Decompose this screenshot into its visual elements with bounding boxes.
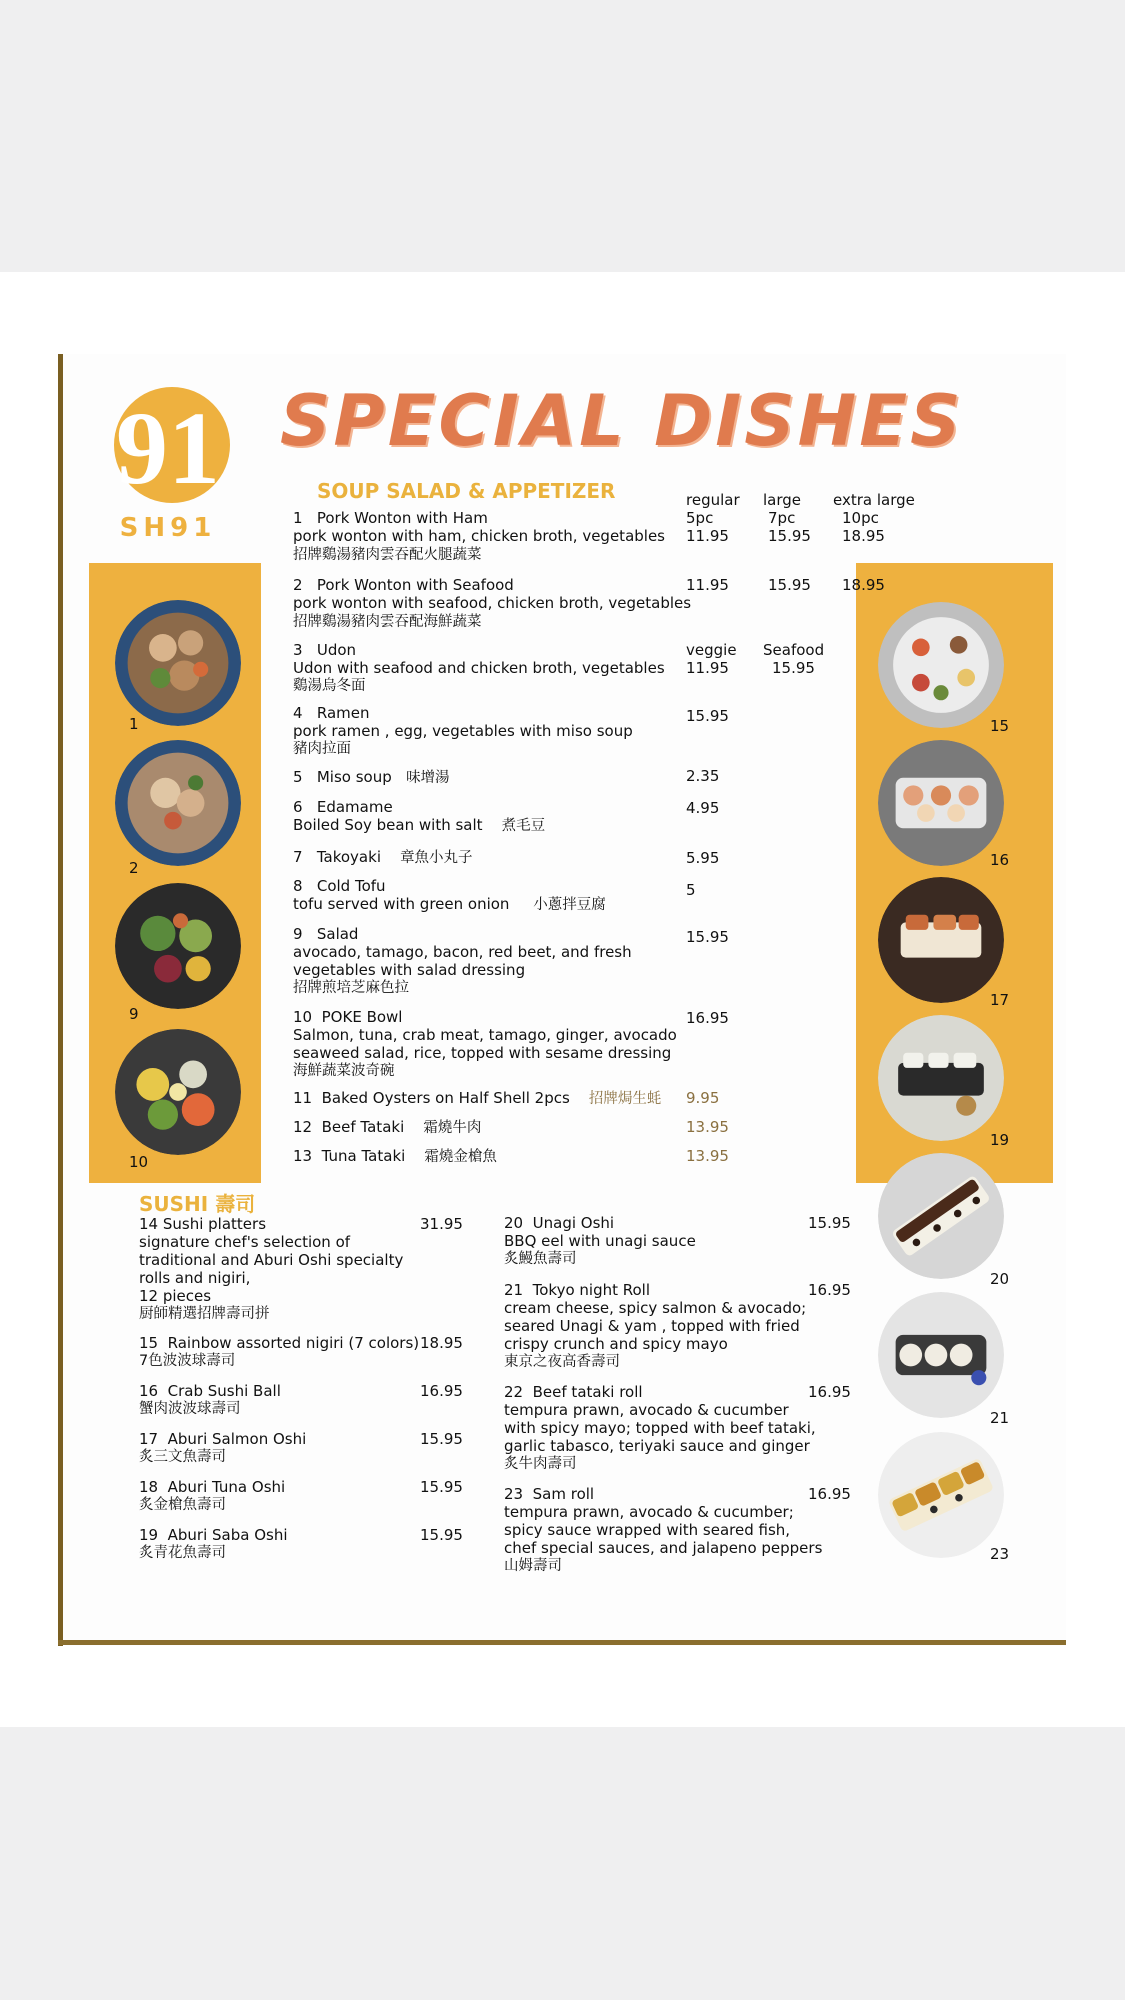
menu-item-2-name: 2 Pork Wonton with Seafood xyxy=(293,576,514,594)
piece-header-7pc: 7pc xyxy=(768,509,796,527)
menu-item-12-price: 13.95 xyxy=(686,1118,729,1136)
menu-item-23-zh: 山姆壽司 xyxy=(504,1558,562,1574)
piece-header-5pc: 5pc xyxy=(686,509,714,527)
menu-item-14-price: 31.95 xyxy=(420,1215,463,1233)
photo-label-2: 2 xyxy=(129,859,139,877)
logo-text: SH91 xyxy=(119,513,217,543)
menu-item-5-name: 5 Miso soup 味增湯 xyxy=(293,768,450,786)
menu-item-3-zh: 鷄湯烏冬面 xyxy=(293,678,366,694)
dish-photo-15 xyxy=(878,602,1004,728)
menu-item-1-desc: pork wonton with ham, chicken broth, vegetables xyxy=(293,527,665,545)
seafood-header: Seafood xyxy=(763,641,825,659)
soup-section-heading: SOUP SALAD & APPETIZER xyxy=(317,479,616,503)
menu-item-4-name: 4 Ramen xyxy=(293,704,370,722)
menu-item-8-desc: tofu served with green onion 小蔥拌豆腐 xyxy=(293,895,606,913)
menu-item-1-zh: 招牌鷄湯豬肉雲吞配火腿蔬菜 xyxy=(293,547,482,563)
menu-item-17-zh: 炙三文魚壽司 xyxy=(139,1449,226,1465)
menu-item-19-price: 15.95 xyxy=(420,1526,463,1544)
menu-item-5-price: 2.35 xyxy=(686,767,720,785)
left-border-rule xyxy=(58,354,63,1646)
photo-label-10: 10 xyxy=(129,1153,149,1171)
menu-item-22-desc-1: tempura prawn, avocado & cucumber xyxy=(504,1401,789,1419)
menu-item-19-zh: 炙青花魚壽司 xyxy=(139,1545,226,1561)
menu-item-18-zh: 炙金槍魚壽司 xyxy=(139,1497,226,1513)
menu-item-14-desc-1: signature chef's selection of xyxy=(139,1233,351,1251)
menu-item-2-zh: 招牌鷄湯豬肉雲吞配海鮮蔬菜 xyxy=(293,614,482,630)
menu-item-3-price-seafood: 15.95 xyxy=(772,659,815,677)
menu-item-9-desc-2: vegetables with salad dressing xyxy=(293,961,526,979)
menu-item-15-name: 15 Rainbow assorted nigiri (7 colors) xyxy=(139,1334,420,1352)
size-header-regular: regular xyxy=(686,491,740,509)
menu-item-14-name: 14 Sushi platters xyxy=(139,1215,267,1233)
photo-label-1: 1 xyxy=(129,715,139,733)
size-header-large: large xyxy=(763,491,802,509)
menu-item-16-name: 16 Crab Sushi Ball xyxy=(139,1382,281,1400)
menu-item-10-zh: 海鮮蔬菜波奇碗 xyxy=(293,1063,395,1079)
menu-item-6-desc: Boiled Soy bean with salt 煮毛豆 xyxy=(293,816,546,834)
bottom-border-rule xyxy=(58,1640,1066,1645)
menu-item-4-zh: 豬肉拉面 xyxy=(293,741,351,757)
menu-item-14-desc-4: 12 pieces xyxy=(139,1287,212,1305)
size-header-extra-large: extra large xyxy=(833,491,915,509)
menu-item-10-name: 10 POKE Bowl xyxy=(293,1008,403,1026)
menu-item-7-price: 5.95 xyxy=(686,849,720,867)
veggie-header: veggie xyxy=(686,641,737,659)
dish-photo-17 xyxy=(878,877,1004,1003)
menu-item-4-desc: pork ramen , egg, vegetables with miso soup xyxy=(293,722,633,740)
menu-item-23-name: 23 Sam roll xyxy=(504,1485,595,1503)
menu-item-2-desc: pork wonton with seafood, chicken broth, vegetables xyxy=(293,594,692,612)
menu-item-1-price-xl: 18.95 xyxy=(842,527,885,545)
menu-item-14-zh: 厨師精選招牌壽司拼 xyxy=(139,1306,270,1322)
menu-item-9-name: 9 Salad xyxy=(293,925,359,943)
menu-item-2-price-regular: 11.95 xyxy=(686,576,729,594)
dish-photo-21 xyxy=(878,1292,1004,1418)
photo-label-17: 17 xyxy=(990,991,1010,1009)
menu-item-9-price: 15.95 xyxy=(686,928,729,946)
menu-item-16-zh: 蟹肉波波球壽司 xyxy=(139,1401,241,1417)
menu-item-13-name: 13 Tuna Tataki 霜燒金槍魚 xyxy=(293,1147,497,1165)
menu-item-11-name: 11 Baked Oysters on Half Shell 2pcs 招牌焗生蚝 xyxy=(293,1089,662,1107)
dish-photo-1 xyxy=(115,600,241,726)
piece-header-10pc: 10pc xyxy=(842,509,879,527)
dish-photo-20 xyxy=(878,1153,1004,1279)
menu-item-19-name: 19 Aburi Saba Oshi xyxy=(139,1526,288,1544)
menu-item-4-price: 15.95 xyxy=(686,707,729,725)
menu-item-1-name: 1 Pork Wonton with Ham xyxy=(293,509,488,527)
dish-photo-10 xyxy=(115,1029,241,1155)
menu-item-18-price: 15.95 xyxy=(420,1478,463,1496)
photo-label-19: 19 xyxy=(990,1131,1010,1149)
menu-item-16-price: 16.95 xyxy=(420,1382,463,1400)
menu-item-21-desc-2: seared Unagi & yam , topped with fried xyxy=(504,1317,800,1335)
menu-item-21-desc-1: cream cheese, spicy salmon & avocado; xyxy=(504,1299,807,1317)
photo-label-21: 21 xyxy=(990,1409,1010,1427)
menu-item-12-name: 12 Beef Tataki 霜燒牛肉 xyxy=(293,1118,482,1136)
photo-label-15: 15 xyxy=(990,717,1010,735)
menu-item-17-price: 15.95 xyxy=(420,1430,463,1448)
photo-label-16: 16 xyxy=(990,851,1010,869)
menu-item-20-price: 15.95 xyxy=(808,1214,851,1232)
menu-item-3-price-veggie: 11.95 xyxy=(686,659,729,677)
photo-label-9: 9 xyxy=(129,1005,139,1023)
dish-photo-9 xyxy=(115,883,241,1009)
menu-item-13-price: 13.95 xyxy=(686,1147,729,1165)
dish-photo-2 xyxy=(115,740,241,866)
dish-photo-23 xyxy=(878,1432,1004,1558)
menu-item-14-desc-3: rolls and nigiri, xyxy=(139,1269,251,1287)
menu-item-15-zh: 7色波波球壽司 xyxy=(139,1353,236,1369)
menu-item-18-name: 18 Aburi Tuna Oshi xyxy=(139,1478,286,1496)
menu-item-1-price-large: 15.95 xyxy=(768,527,811,545)
menu-item-3-desc: Udon with seafood and chicken broth, vegetables xyxy=(293,659,665,677)
menu-item-21-price: 16.95 xyxy=(808,1281,851,1299)
sushi-section-heading: SUSHI 壽司 xyxy=(139,1192,256,1216)
menu-item-10-desc-2: seaweed salad, rice, topped with sesame dressing xyxy=(293,1044,672,1062)
menu-item-23-desc-3: chef special sauces, and jalapeno peppers xyxy=(504,1539,823,1557)
menu-item-9-zh: 招牌煎培芝麻色拉 xyxy=(293,980,409,996)
menu-item-7-name: 7 Takoyaki 章魚小丸子 xyxy=(293,848,473,866)
menu-item-22-price: 16.95 xyxy=(808,1383,851,1401)
logo xyxy=(102,383,242,543)
menu-item-6-price: 4.95 xyxy=(686,799,720,817)
menu-item-21-name: 21 Tokyo night Roll xyxy=(504,1281,651,1299)
menu-item-8-price: 5 xyxy=(686,881,696,899)
dish-photo-19 xyxy=(878,1015,1004,1141)
dish-photo-16 xyxy=(878,740,1004,866)
menu-item-21-zh: 東京之夜高香壽司 xyxy=(504,1354,620,1370)
menu-item-22-desc-2: with spicy mayo; topped with beef tataki, xyxy=(504,1419,816,1437)
menu-item-17-name: 17 Aburi Salmon Oshi xyxy=(139,1430,307,1448)
menu-item-23-price: 16.95 xyxy=(808,1485,851,1503)
menu-item-20-zh: 炙鰻魚壽司 xyxy=(504,1251,577,1267)
logo-number: 91 xyxy=(116,391,220,506)
page-title: SPECIAL DISHES xyxy=(280,380,964,462)
menu-item-14-desc-2: traditional and Aburi Oshi specialty xyxy=(139,1251,404,1269)
menu-item-15-price: 18.95 xyxy=(420,1334,463,1352)
menu-item-2-price-xl: 18.95 xyxy=(842,576,885,594)
menu-item-10-price: 16.95 xyxy=(686,1009,729,1027)
photo-label-20: 20 xyxy=(990,1270,1010,1288)
menu-item-6-name: 6 Edamame xyxy=(293,798,393,816)
menu-item-22-zh: 炙牛肉壽司 xyxy=(504,1456,577,1472)
menu-item-20-desc: BBQ eel with unagi sauce xyxy=(504,1232,696,1250)
menu-item-2-price-large: 15.95 xyxy=(768,576,811,594)
menu-item-21-desc-3: crispy crunch and spicy mayo xyxy=(504,1335,728,1353)
menu-item-22-desc-3: garlic tabasco, teriyaki sauce and ginger xyxy=(504,1437,810,1455)
photo-label-23: 23 xyxy=(990,1545,1010,1563)
menu-item-10-desc-1: Salmon, tuna, crab meat, tamago, ginger, avocado xyxy=(293,1026,677,1044)
menu-item-23-desc-1: tempura prawn, avocado & cucumber; xyxy=(504,1503,794,1521)
menu-item-22-name: 22 Beef tataki roll xyxy=(504,1383,643,1401)
menu-item-8-name: 8 Cold Tofu xyxy=(293,877,386,895)
menu-item-20-name: 20 Unagi Oshi xyxy=(504,1214,615,1232)
menu-item-11-price: 9.95 xyxy=(686,1089,720,1107)
menu-item-23-desc-2: spicy sauce wrapped with seared fish, xyxy=(504,1521,791,1539)
menu-item-3-name: 3 Udon xyxy=(293,641,357,659)
menu-item-9-desc-1: avocado, tamago, bacon, red beet, and fresh xyxy=(293,943,632,961)
menu-item-1-price-regular: 11.95 xyxy=(686,527,729,545)
